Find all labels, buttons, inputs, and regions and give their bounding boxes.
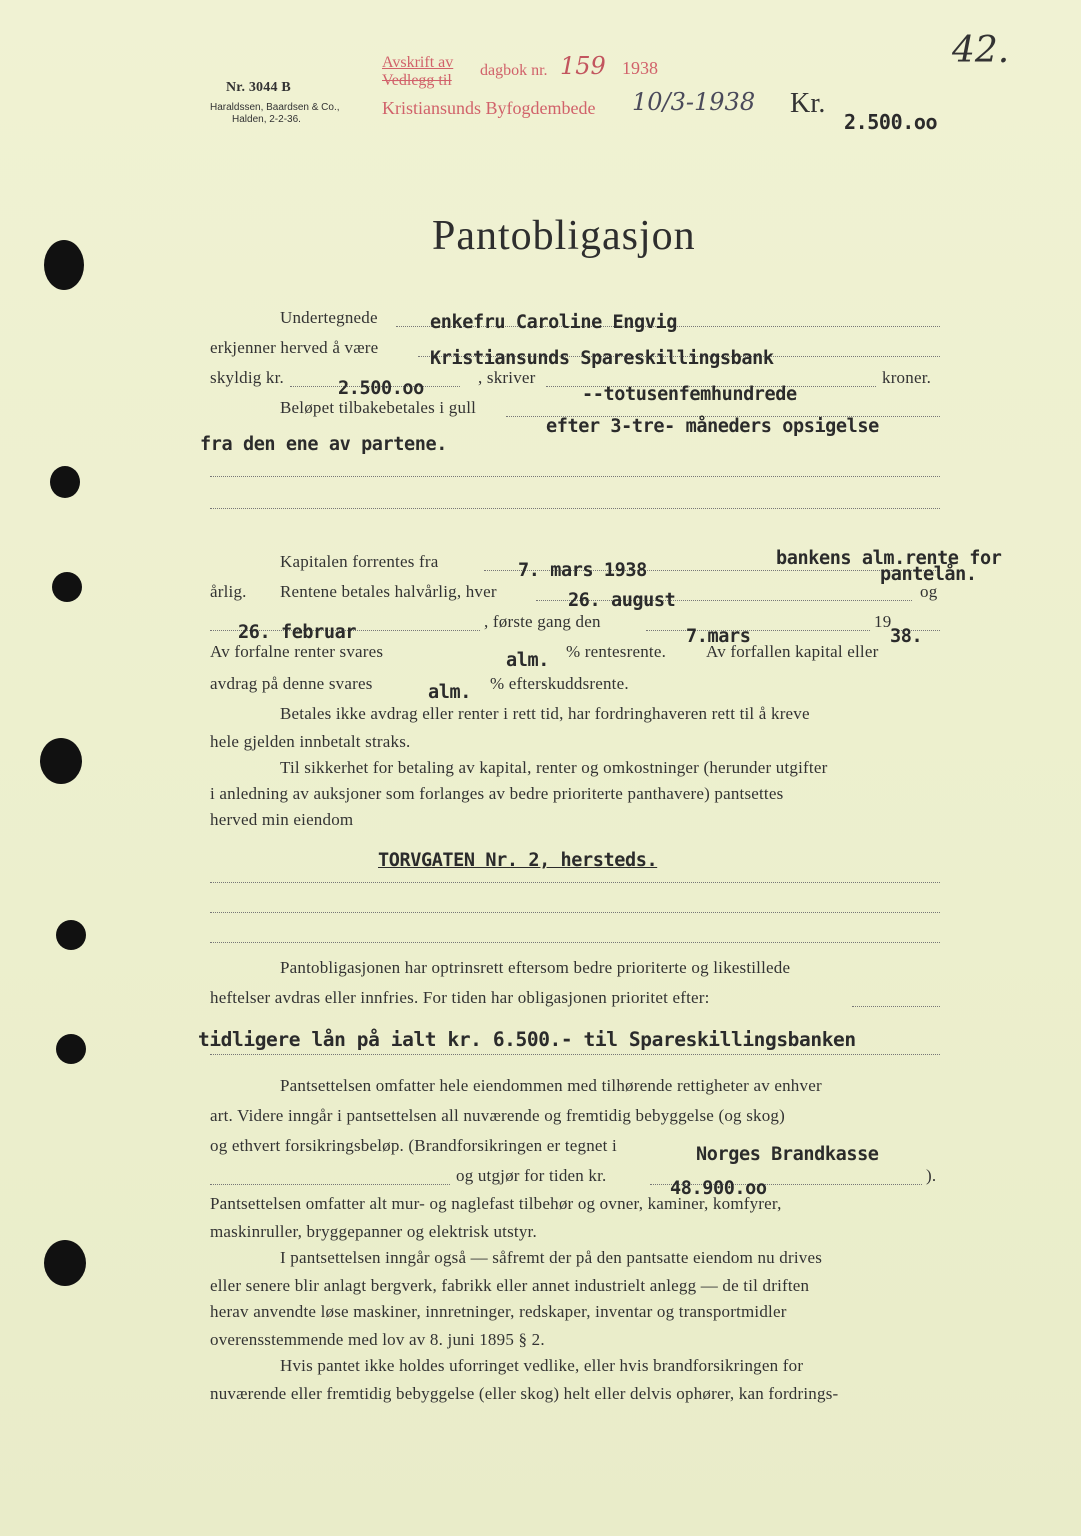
overdue-interest-rate: alm. xyxy=(506,650,549,671)
document-title: Pantobligasjon xyxy=(432,213,696,259)
repayment-terms-cont: fra den ene av partene. xyxy=(200,434,447,455)
default-clause: Betales ikke avdrag eller renter i rett tid, har fordringhaveren rett til å kreve xyxy=(280,704,810,723)
prior-loan: tidligere lån på ialt kr. 6.500.- til Spareskillingsbanken xyxy=(198,1028,856,1051)
maintenance-clause-cont: nuværende eller fremtidig bebyggelse (eller skog) helt eller delvis ophører, kan fordrings- xyxy=(210,1384,839,1403)
binder-hole xyxy=(52,572,82,602)
fixtures-clause: Pantsettelsen omfatter alt mur- og naglefast tilbehør og ovner, kaminer, komfyrer, xyxy=(210,1194,782,1213)
repayment-terms: efter 3-tre- måneders opsigelse xyxy=(546,416,879,437)
avdrag-label: avdrag på denne svares xyxy=(210,674,373,693)
belopet-label: Beløpet tilbakebetales i gull xyxy=(280,398,477,417)
dagbok-number: 159 xyxy=(560,52,606,80)
header-amount: 2.500.oo xyxy=(844,110,938,134)
binder-hole xyxy=(44,240,84,290)
printer-line: Haraldssen, Baardsen & Co., xyxy=(210,102,340,113)
erkjenner-label: erkjenner herved å være xyxy=(210,338,379,357)
form-number: Nr. 3044 B xyxy=(226,80,291,95)
first-payment-date: 7.mars xyxy=(686,626,751,647)
binder-hole xyxy=(56,920,86,950)
kapitalen-label: Kapitalen forrentes fra xyxy=(280,552,439,571)
binder-hole xyxy=(56,1034,86,1064)
avskrift-label: Avskrift av xyxy=(382,54,454,71)
dagbok-label: dagbok nr. xyxy=(480,62,548,79)
arrears-interest-rate: alm. xyxy=(428,682,471,703)
forfallen-label: Av forfallen kapital eller xyxy=(706,642,879,661)
interest-date-1: 26. august xyxy=(568,590,676,611)
forfalne-label: Av forfalne renter svares xyxy=(210,642,384,661)
vedlegg-label: Vedlegg til xyxy=(382,72,452,89)
maintenance-clause: Hvis pantet ikke holdes uforringet vedlike, eller hvis brandforsikringen for xyxy=(280,1356,804,1375)
interest-start-date: 7. mars 1938 xyxy=(518,560,647,581)
binder-hole xyxy=(44,1240,86,1286)
interest-rate: bankens alm.rente for xyxy=(776,548,1002,569)
binder-hole xyxy=(50,466,80,498)
year-suffix: 38. xyxy=(890,626,923,647)
debtor-name: enkefru Caroline Engvig xyxy=(430,312,677,333)
amount-in-words: --totusenfemhundrede xyxy=(582,384,797,405)
skyldig-label: skyldig kr. xyxy=(210,368,284,387)
year-prefix: 19 xyxy=(874,612,892,631)
efterskudd-label: % efterskuddsrente. xyxy=(490,674,629,693)
interest-rate-cont: pantelån. xyxy=(880,564,977,585)
scope-clause-cont: art. Videre inngår i pantsettelsen all nuværende og fremtidig bebyggelse (og skog) xyxy=(210,1106,785,1125)
court-name: Kristiansunds Byfogdembede xyxy=(382,98,596,118)
forste-label: , første gang den xyxy=(484,612,601,631)
loan-amount: 2.500.oo xyxy=(338,378,424,399)
security-clause-cont: i anledning av auksjoner som forlanges av bedre prioriterte panthavere) pantsettes xyxy=(210,784,784,803)
insured-amount: 48.900.oo xyxy=(670,1178,767,1199)
kr-label: Kr. xyxy=(790,88,826,119)
page-number: 42. xyxy=(952,30,1010,71)
rentene-label: Rentene betales halvårlig, hver xyxy=(280,582,497,601)
kroner-label: kroner. xyxy=(882,368,932,387)
interest-date-2: 26. februar xyxy=(238,622,357,643)
insurer-name: Norges Brandkasse xyxy=(696,1144,879,1165)
scope-clause: Pantsettelsen omfatter hele eiendommen med tilhørende rettigheter av enhver xyxy=(280,1076,822,1095)
close-paren: ). xyxy=(926,1166,937,1185)
skriver-label: , skriver xyxy=(478,368,536,387)
property-description: TORVGATEN Nr. 2, hersteds. xyxy=(378,850,658,871)
utgjor-label: og utgjør for tiden kr. xyxy=(456,1166,607,1185)
industry-clause-2: eller senere blir anlagt bergverk, fabrikk eller annet industrielt anlegg — de til driften xyxy=(210,1276,810,1295)
insurance-clause: og ethvert forsikringsbeløp. (Brandforsikringen er tegnet i xyxy=(210,1136,617,1155)
fixtures-clause-cont: maskinruller, bryggepanner og elektrisk utstyr. xyxy=(210,1222,537,1241)
industry-clause: I pantsettelsen inngår også — såfremt der på den pantsatte eiendom nu drives xyxy=(280,1248,823,1267)
industry-clause-3: herav anvendte løse maskiner, innretninger, redskaper, inventar og transportmidler xyxy=(210,1302,787,1321)
dagbok-year: 1938 xyxy=(622,58,658,78)
priority-clause-cont: heftelser avdras eller innfries. For tiden har obligasjonen prioritet efter: xyxy=(210,988,710,1007)
security-clause: Til sikkerhet for betaling av kapital, renter og omkostninger (herunder utgifter xyxy=(280,758,828,777)
priority-clause: Pantobligasjonen har optrinsrett eftersom bedre prioriterte og likestillede xyxy=(280,958,791,977)
security-clause-end: herved min eiendom xyxy=(210,810,354,829)
rentesrente-label: % rentesrente. xyxy=(566,642,667,661)
arlig-label: årlig. xyxy=(210,582,247,601)
industry-clause-4: overensstemmende med lov av 8. juni 1895 § 2. xyxy=(210,1330,545,1349)
court-date: 10/3-1938 xyxy=(632,88,756,116)
creditor-name: Kristiansunds Spareskillingsbank xyxy=(430,348,774,369)
binder-hole xyxy=(40,738,82,784)
og-label: og xyxy=(920,582,938,601)
printer-date: Halden, 2-2-36. xyxy=(232,114,301,125)
default-clause-cont: hele gjelden innbetalt straks. xyxy=(210,732,411,751)
undertegnede-label: Undertegnede xyxy=(280,308,378,327)
